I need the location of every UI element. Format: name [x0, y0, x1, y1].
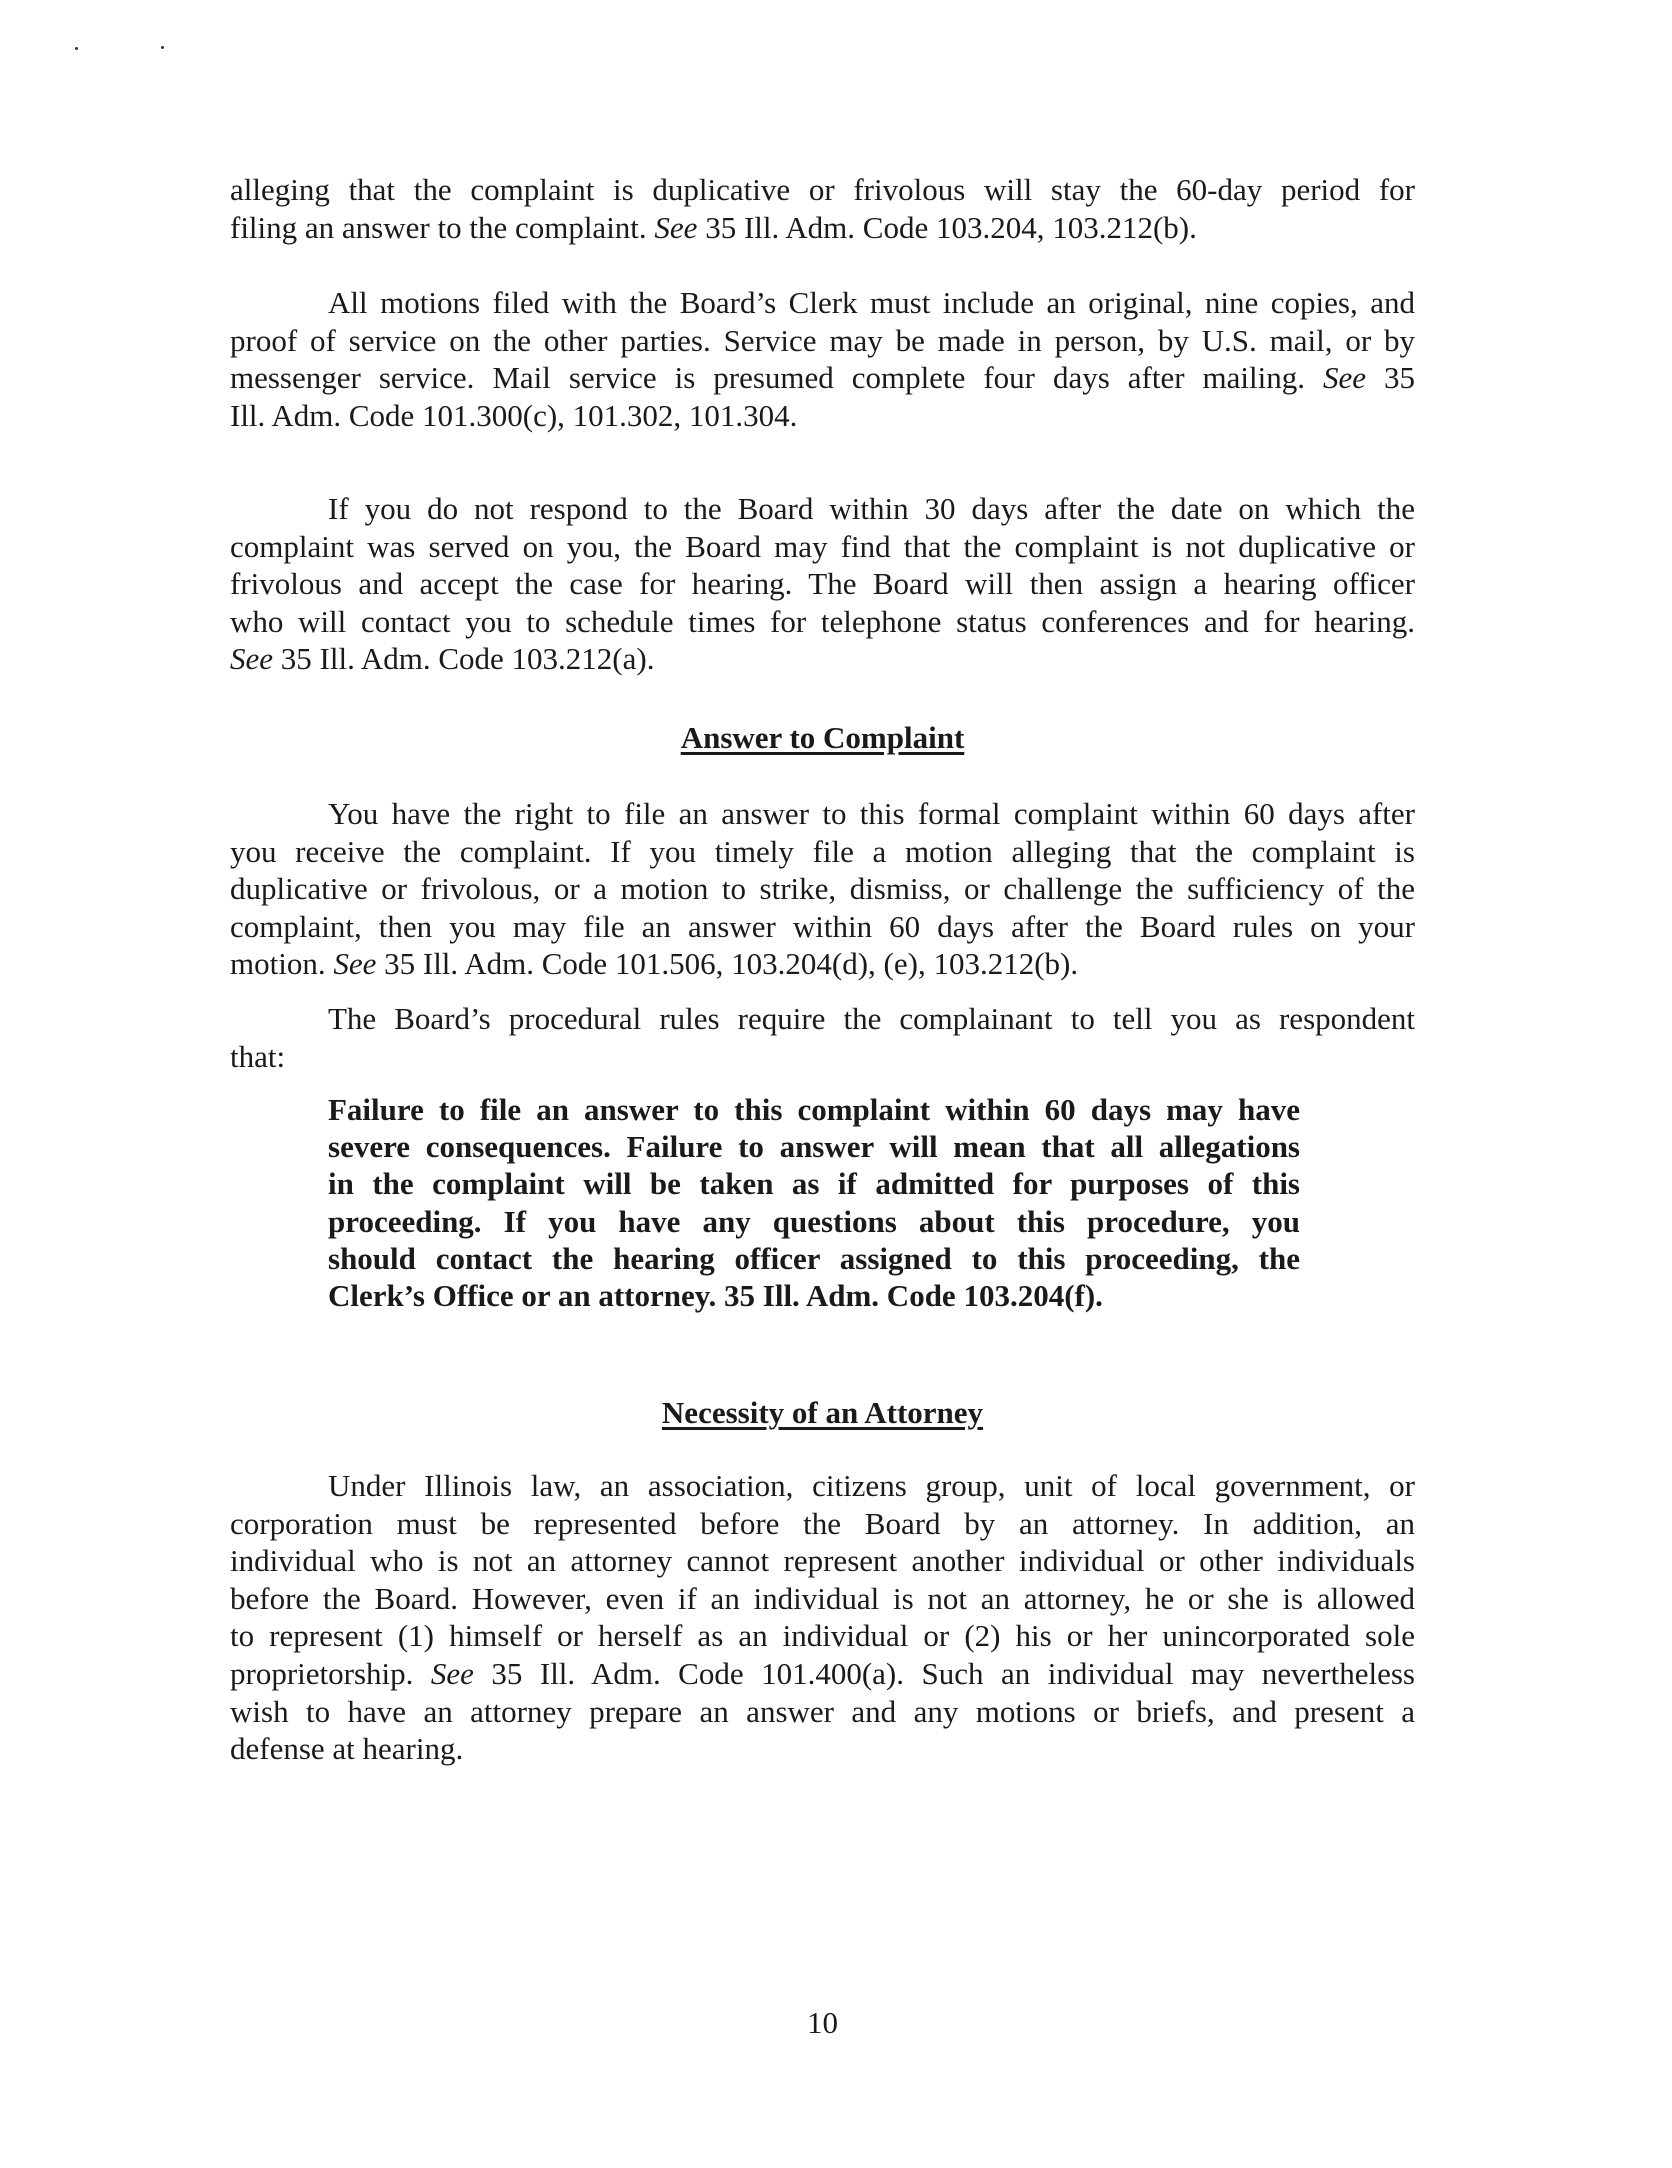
- citation-signal: See: [230, 641, 274, 677]
- text-line: [230, 1505, 1415, 1543]
- text-segment: filing an answer to the complaint.: [230, 209, 655, 245]
- text-segment: Ill. Adm. Code 101.300(c), 101.302, 101.304.: [230, 397, 798, 433]
- notice-line: severe consequences. Failure to answer will mean that all allegations: [328, 1129, 1300, 1165]
- text-segment: individual who is not an attorney cannot represent another individual or other individuals: [230, 1543, 1415, 1579]
- text-segment: 35 Ill. Adm. Code 101.506, 103.204(d), (e), 103.212(b).: [376, 946, 1079, 982]
- text-segment: complaint was served on you, the Board may find that the complaint is not duplicative or: [230, 528, 1415, 564]
- text-segment: before the Board. However, even if an individual is not an attorney, he or she is allowed: [230, 1580, 1415, 1616]
- text-line: [230, 795, 1415, 833]
- text-line: [230, 945, 1415, 983]
- page-number: 10: [807, 2005, 838, 2040]
- text-line: [230, 1038, 1415, 1076]
- scan-mark: [75, 47, 78, 50]
- heading-answer-to-complaint: Answer to Complaint: [680, 720, 965, 755]
- scan-mark: [161, 46, 164, 49]
- text-segment: If you do not respond to the Board within 30 days after the date on which the: [328, 491, 1415, 526]
- citation-signal: See: [1323, 360, 1367, 396]
- text-line: [230, 1000, 1415, 1038]
- text-line: [230, 833, 1415, 871]
- text-line: [230, 603, 1415, 641]
- failure-to-answer-notice: [328, 1091, 1300, 1314]
- text-line: [230, 1655, 1415, 1693]
- text-segment: 35 Ill. Adm. Code 103.204, 103.212(b).: [697, 209, 1197, 245]
- text-line: [230, 284, 1415, 322]
- text-segment: that:: [230, 1038, 286, 1074]
- text-line: [230, 1467, 1415, 1505]
- text-line: [230, 528, 1415, 566]
- text-segment: proprietorship.: [230, 1655, 431, 1691]
- text-line: [230, 1730, 1415, 1768]
- text-segment: 35: [1366, 360, 1416, 396]
- text-segment: wish to have an attorney prepare an answer and any motions or briefs, and present a: [230, 1693, 1415, 1729]
- paragraph-motions-filing: [230, 284, 1415, 434]
- text-segment: frivolous and accept the case for hearing. The Board will then assign a hearing officer: [230, 566, 1415, 602]
- text-line: [230, 397, 1415, 435]
- notice-line: in the complaint will be taken as if admitted for purposes of this: [328, 1166, 1300, 1202]
- text-line: [230, 490, 1415, 528]
- text-line: [230, 171, 1415, 209]
- text-line: [230, 870, 1415, 908]
- citation-signal: See: [430, 1655, 474, 1691]
- citation-signal: See: [654, 209, 698, 245]
- text-segment: The Board’s procedural rules require the complainant to tell you as respondent: [328, 1001, 1415, 1036]
- citation-signal: See: [333, 946, 377, 982]
- text-segment: to represent (1) himself or herself as an individual or (2) his or her unincorporated sole: [230, 1618, 1415, 1654]
- text-segment: messenger service. Mail service is presumed complete four days after mailing.: [230, 360, 1323, 396]
- text-segment: defense at hearing.: [230, 1731, 464, 1767]
- paragraph-procedural-rules: [230, 1000, 1415, 1075]
- text-segment: corporation must be represented before the Board by an attorney. In addition, an: [230, 1505, 1415, 1541]
- text-line: [230, 209, 1415, 247]
- notice-line: proceeding. If you have any questions about this procedure, you: [328, 1203, 1300, 1239]
- text-line: [230, 1693, 1415, 1731]
- text-line: [230, 1617, 1415, 1655]
- paragraph-no-response: [230, 490, 1415, 678]
- text-segment: 35 Ill. Adm. Code 103.212(a).: [273, 641, 655, 677]
- text-segment: who will contact you to schedule times for telephone status conferences and for hearing.: [230, 603, 1415, 639]
- text-line: [230, 565, 1415, 603]
- text-segment: proof of service on the other parties. Service may be made in person, by U.S. mail, or by: [230, 322, 1415, 358]
- text-segment: alleging that the complaint is duplicative or frivolous will stay the 60-day period for: [230, 172, 1415, 207]
- notice-line: should contact the hearing officer assigned to this proceeding, the: [328, 1240, 1300, 1276]
- text-segment: duplicative or frivolous, or a motion to strike, dismiss, or challenge the sufficiency of the: [230, 871, 1415, 907]
- paragraph-right-to-answer: [230, 795, 1415, 983]
- text-line: [230, 1580, 1415, 1618]
- text-segment: All motions filed with the Board’s Clerk must include an original, nine copies, and: [328, 285, 1415, 320]
- text-segment: 35 Ill. Adm. Code 101.400(a). Such an individual may nevertheless: [473, 1655, 1415, 1691]
- text-line: [230, 359, 1415, 397]
- notice-line: Failure to file an answer to this complaint within 60 days may have: [328, 1092, 1300, 1127]
- text-segment: complaint, then you may file an answer within 60 days after the Board rules on your: [230, 908, 1415, 944]
- text-segment: You have the right to file an answer to this formal complaint within 60 days after: [328, 796, 1415, 831]
- paragraph-answer-stay: [230, 171, 1415, 246]
- text-segment: you receive the complaint. If you timely file a motion alleging that the complaint is: [230, 833, 1415, 869]
- text-line: [230, 640, 1415, 678]
- text-segment: Under Illinois law, an association, citizens group, unit of local government, or: [328, 1468, 1415, 1503]
- heading-necessity-of-attorney: Necessity of an Attorney: [661, 1395, 984, 1430]
- text-line: [230, 908, 1415, 946]
- text-line: [230, 322, 1415, 360]
- notice-line: Clerk’s Office or an attorney. 35 Ill. Adm. Code 103.204(f).: [328, 1277, 1103, 1313]
- text-segment: motion.: [230, 946, 334, 982]
- paragraph-attorney-requirement: [230, 1467, 1415, 1768]
- text-line: [230, 1542, 1415, 1580]
